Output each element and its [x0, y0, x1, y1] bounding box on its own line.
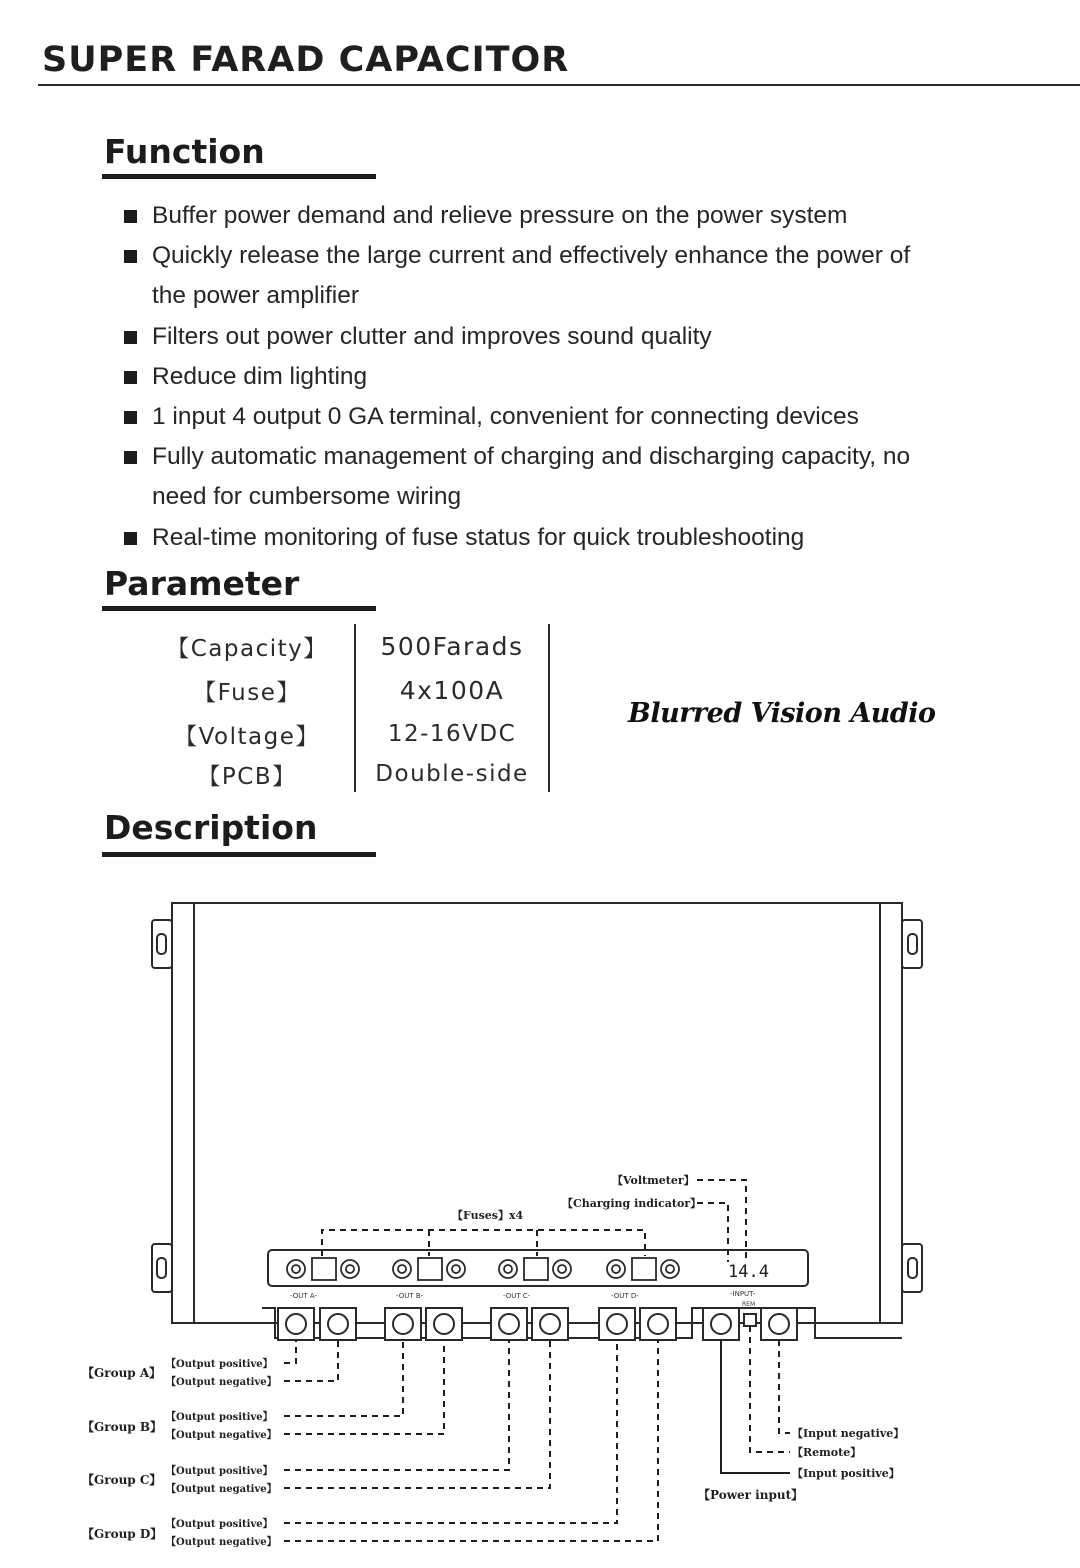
remote-tag-label: REM: [742, 1301, 756, 1308]
table-row: [140, 668, 549, 712]
bullet-icon: [124, 371, 137, 384]
mount-tab: [152, 1244, 172, 1292]
out-c-label: -OUT C-: [503, 1292, 531, 1300]
group-a-label: 【Group A】: [82, 1366, 162, 1380]
group-a-negative: 【Output negative】: [166, 1377, 277, 1388]
description-rule: [102, 852, 376, 857]
capacitor-diagram: [0, 880, 1080, 1568]
fuse-a: [287, 1258, 359, 1280]
param-label: 【Fuse】: [140, 668, 355, 712]
terminal-b-positive: [385, 1308, 421, 1340]
param-label: 【PCB】: [140, 756, 355, 792]
group-b-negative: 【Output negative】: [166, 1430, 277, 1441]
terminal-input-negative: [761, 1308, 797, 1340]
mount-slot: [157, 1258, 166, 1278]
list-item: Buffer power demand and relieve pressure on the power system: [120, 196, 950, 236]
description-heading: Description: [104, 808, 318, 847]
list-item: Filters out power clutter and improves sound quality: [120, 317, 950, 357]
fuse-b: [393, 1258, 465, 1280]
mount-tab: [902, 920, 922, 968]
fuses-callout: 【Fuses】x4: [452, 1209, 524, 1222]
capacitor-body: [172, 903, 902, 1323]
group-c-positive: 【Output positive】: [166, 1466, 273, 1477]
bullet-icon: [124, 411, 137, 424]
mount-tab: [152, 920, 172, 968]
mount-slot: [908, 934, 917, 954]
group-d-positive: 【Output positive】: [166, 1519, 273, 1530]
input-label: -INPUT-: [730, 1290, 756, 1298]
list-item: 1 input 4 output 0 GA terminal, convenient for connecting devices: [120, 397, 950, 437]
terminal-d-negative: [640, 1308, 676, 1340]
group-a-positive: 【Output positive】: [166, 1359, 273, 1370]
group-d-label: 【Group D】: [82, 1527, 163, 1541]
terminal-a-negative: [320, 1308, 356, 1340]
charging-indicator-callout: 【Charging indicator】: [562, 1197, 702, 1210]
list-item: Reduce dim lighting: [120, 357, 950, 397]
parameter-table: [140, 624, 550, 792]
group-b-positive: 【Output positive】: [166, 1412, 273, 1423]
list-item: Fully automatic management of charging and discharging capacity, no need for cumbersome wiring: [120, 437, 950, 517]
function-heading: Function: [104, 132, 265, 171]
group-b-label: 【Group B】: [82, 1420, 163, 1434]
bullet-icon: [124, 210, 137, 223]
bullet-icon: [124, 451, 137, 464]
page-title: SUPER FARAD CAPACITOR: [42, 40, 570, 80]
parameter-heading: Parameter: [104, 564, 300, 603]
table-row: [140, 756, 549, 792]
remote-callout: 【Remote】: [792, 1446, 862, 1459]
brand-logo: Blurred Vision Audio: [628, 698, 936, 729]
param-label: 【Voltage】: [140, 712, 355, 756]
parameter-rule: [102, 606, 376, 611]
bullet-icon: [124, 250, 137, 263]
fuse-d: [607, 1258, 679, 1280]
fuse-c: [499, 1258, 571, 1280]
terminal-a-positive: [278, 1308, 314, 1340]
function-list: [120, 196, 950, 558]
out-a-label: -OUT A-: [290, 1292, 318, 1300]
group-c-negative: 【Output negative】: [166, 1484, 277, 1495]
power-input-callout: 【Power input】: [698, 1488, 804, 1502]
terminal-c-positive: [491, 1308, 527, 1340]
input-positive-callout: 【Input positive】: [792, 1467, 900, 1480]
terminal-c-negative: [532, 1308, 568, 1340]
param-label: 【Capacity】: [140, 624, 355, 668]
mount-slot: [157, 934, 166, 954]
terminal-input-positive: [703, 1308, 739, 1340]
param-value: 4x100A: [355, 668, 549, 712]
out-b-label: -OUT B-: [396, 1292, 424, 1300]
group-d-negative: 【Output negative】: [166, 1537, 277, 1548]
input-negative-callout: 【Input negative】: [792, 1427, 905, 1440]
terminal-b-negative: [426, 1308, 462, 1340]
mount-slot: [908, 1258, 917, 1278]
terminal-remote: [744, 1314, 756, 1326]
bullet-icon: [124, 532, 137, 545]
bullet-icon: [124, 331, 137, 344]
list-item: Real-time monitoring of fuse status for quick troubleshooting: [120, 518, 950, 558]
out-d-label: -OUT D-: [611, 1292, 639, 1300]
title-rule: [38, 84, 1080, 86]
terminal-d-positive: [599, 1308, 635, 1340]
list-item: Quickly release the large current and effectively enhance the power of the power amplifier: [120, 236, 950, 316]
voltmeter-display: 14.4: [728, 1262, 769, 1282]
voltmeter-callout: 【Voltmeter】: [612, 1174, 695, 1187]
param-value: 500Farads: [355, 624, 549, 668]
group-c-label: 【Group C】: [82, 1473, 162, 1487]
table-row: [140, 712, 549, 756]
table-row: [140, 624, 549, 668]
param-value: 12-16VDC: [355, 712, 549, 756]
param-value: Double-side: [355, 756, 549, 792]
mount-tab: [902, 1244, 922, 1292]
function-rule: [102, 174, 376, 179]
